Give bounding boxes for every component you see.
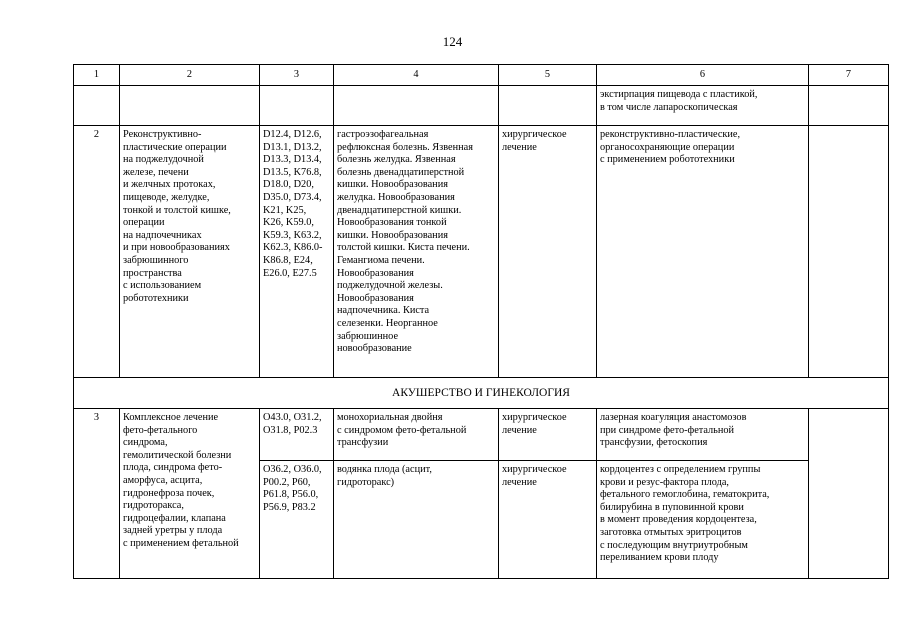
continuation-disease [334, 86, 499, 126]
header-cell-6: 6 [597, 65, 809, 86]
table-row-2 [74, 126, 889, 378]
treatment-method: кордоцентез с определением группы крови и резус-фактора плода, фетального гемоглобина, гематокрита, билирубина в пуповинной крови в момент проведения кордоцентеза, заготовка отмытых эритроцитов с последующим внутриутробным переливанием крови плоду [597, 461, 809, 579]
page-number: 124 [442, 34, 463, 49]
continuation-num [74, 86, 120, 126]
icd-codes: O43.0, O31.2, O31.8, P02.3 [260, 409, 334, 461]
continuation-treatment [499, 86, 597, 126]
row-number: 2 [74, 126, 120, 378]
continuation-method: экстирпация пищевода с пластикой, в том числе лапароскопическая [597, 86, 809, 126]
continuation-name [120, 86, 260, 126]
continuation-codes [260, 86, 334, 126]
disease-model: гастроэзофагеальная рефлюксная болезнь. Язвенная болезнь желудка. Язвенная болезнь двенадцатиперстной кишки. Новообразования желудка. Новообразования двенадцатиперстной кишки. Новообразования тонкой кишки. Новообразования толстой кишки. Киста печени. Гемангиома печени. Новообразования поджелудочной железы. Новообразования надпочечника. Киста селезенки. Неорганное забрюшинное новообразование [334, 126, 499, 378]
header-cell-7: 7 [809, 65, 889, 86]
treatment-type: хирургическое лечение [499, 409, 597, 461]
treatment-method: лазерная коагуляция анастомозов при синдроме фето-фетальной трансфузии, фетоскопия [597, 409, 809, 461]
col7-cell [809, 126, 889, 378]
header-cell-2: 2 [120, 65, 260, 86]
header-cell-4: 4 [334, 65, 499, 86]
section-row [74, 378, 889, 409]
header-row [74, 65, 889, 86]
icd-codes: D12.4, D12.6, D13.1, D13.2, D13.3, D13.4, D13.5, K76.8, D18.0, D20, D35.0, D73.4, K21, K25, K26, K59.0, K59.3, K63.2, K62.3, K86.0- K86.8, E24, E26.0, E27.5 [260, 126, 334, 378]
treatment-method: реконструктивно-пластические, органосохраняющие операции с применением робототехники [597, 126, 809, 378]
intervention-name: Реконструктивно- пластические операции на поджелудочной железе, печени и желчных протоках, пищеводе, желудке, тонкой и толстой кишке, операции на надпочечниках и при новообразованиях забрюшинного пространства с использованием робототехники [120, 126, 260, 378]
disease-model: водянка плода (асцит, гидроторакс) [334, 461, 499, 579]
treatment-type: хирургическое лечение [499, 461, 597, 579]
header-cell-1: 1 [74, 65, 120, 86]
treatment-type: хирургическое лечение [499, 126, 597, 378]
header-cell-3: 3 [260, 65, 334, 86]
header-cell-5: 5 [499, 65, 597, 86]
icd-codes: O36.2, O36.0, P00.2, P60, P61.8, P56.0, P56.9, P83.2 [260, 461, 334, 579]
intervention-name: Комплексное лечение фето-фетального синдрома, гемолитической болезни плода, синдрома фето- аморфуса, асцита, гидронефроза почек, гидроторакса, гидроцефалии, клапана задней уретры у плода с применением фетальной [120, 409, 260, 579]
row-number: 3 [74, 409, 120, 579]
col7-cell [809, 409, 889, 579]
continuation-col7 [809, 86, 889, 126]
table-row-3 [74, 409, 889, 461]
medical-care-table [73, 64, 889, 579]
continuation-row [74, 86, 889, 126]
disease-model: монохориальная двойня с синдромом фето-фетальной трансфузии [334, 409, 499, 461]
section-title: АКУШЕРСТВО И ГИНЕКОЛОГИЯ [74, 378, 889, 409]
